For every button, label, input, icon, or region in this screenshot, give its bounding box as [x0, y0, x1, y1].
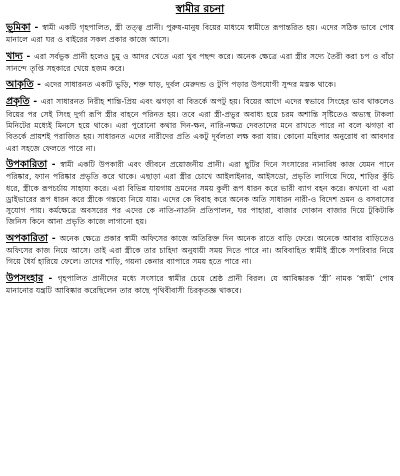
section-harms [6, 233, 394, 268]
section-heading: উপকারিতা [6, 158, 48, 170]
section-heading: ভূমিকা [6, 22, 31, 33]
heading-separator: - [47, 159, 61, 170]
section-appearance [6, 79, 394, 91]
section-heading: উপসংহার [6, 272, 44, 284]
heading-separator: - [29, 97, 41, 108]
paragraph [6, 233, 394, 268]
section-conclusion [6, 273, 394, 297]
section-heading: প্রকৃতি [6, 96, 30, 108]
section-text: স্বামী একটি উপকারী এবং জীবনে প্রয়োজনীয় প্রানী। এরা ছুটির দিনে সংসারের নানাবিধ কাজ যেমন পানে পরিষ্কার, ফ্যান পরিষ্কার প্রভৃতি করে থাকে। এছাড়া এরা স্ত্রীর চোখে আইলাইনার, আইসডো, প্রভৃতি লাগিয়ে দিয়ে, শাড়ির কুঁচি ধরে, স্ত্রীকে রূপচর্চায় সাহায্য করে। এরা বিভিন্ন যায়গায় ভ্রমনের সময় কুলী রূপ ধারন করে ভারী ব্যাগ বহন করে। কখনো বা এরা ড্রাইভারের রূপ ধারন করে স্ত্রীকে গন্তব্যে নিয়ে যায়। এদের কে বিবাহ করে অনেক অতি সাধারন নারী-ও বিদেশ ভ্রমন ও বসবাসের সুযোগ পায়। কর্মক্ষেত্রে অবসরের পর এদের কে নাতি-নাতনি প্রতিপালন, ঘর পাহারা, বাজার দোকান বাজার দিয়ে টুকিটাকি জিনিস কিনে আনা প্রভৃতি কাজে লাগানো হয়। [6, 159, 394, 227]
document-title: স্বামীর রচনা [175, 3, 225, 15]
section-food [6, 51, 394, 75]
paragraph [6, 273, 394, 297]
section-text: গৃহপালিত প্রানীদের মধ্যে সংসারে স্বামীর চেয়ে শ্রেষ্ঠ প্রানী বিরল। যে আবিষ্কারক ‘স্ত্রী’ নামক ‘স্বামী’ পোষ মানানোর যন্ত্রটি আবিষ্কার করেছিলেন তার কাছে পৃথিবীবাসী চিরকৃতজ্ঞ থাকবে। [6, 273, 394, 295]
section-nature [6, 96, 394, 153]
paragraph [6, 79, 394, 91]
section-heading: খাদ্য [6, 50, 23, 62]
heading-separator: - [33, 80, 45, 91]
heading-separator: - [22, 51, 35, 62]
section-text: এরা সর্বভুক প্রানী হলেও চুমু ও আদর খেতে এরা খুব পছন্দ করে। অনেক ক্ষেত্রে এরা স্ত্রীর সদ্যে তৈরী করা চপ ও বাঁচা সানন্দে তৃপ্তি সহকারে খেয়ে হজম করে। [6, 51, 394, 73]
section-text: স্বামী একটি গৃহপালিত, স্ত্রী তত্ত্ব প্রানী। পুরুষ-মানুষ বিয়ের মাধ্যমে স্বামীতে রূপান্তরিত হয়। এদের সঠিক ভাবে পোষ মানালে এরা ঘর ও বাইরের সকল প্রকার কাজে আসে। [6, 23, 394, 45]
section-text: এরা সাধারনত নিরীহ শান্তি-প্রিয় এবং ঝগড়া বা বিতর্কে অপটু হয়। বিয়ের আগে এদের স্বভাবে সিংহের ভাব থাকলেও বিয়ের পর সেই সিংহ দুর্গা রূপি স্ত্রীর বাহনে পরিনত হয়। তবে এরা স্ত্রী-প্রভুর অবাধ্য হয়ে চরম অশান্তি সৃষ্টিতেও অভ্যস্থ টাকলা মিনিটের মধ্যেই মিনসে হয়ে থাকে। এরা পুরোনো কথার দিন-ক্ষন, নারি-নক্ষত্র দেবতাদের মনে রাখতে পারে না বলে ঝগড়া বা বিতর্কে প্রায়শই পরাজিত হয়। সাধারনত এদের নারীদের প্রতি একটু দূর্বলতা লক্ষ করা যায়। কোনো মহিলার অনুরোধ বা আবদার এরা সহজে ফেলতে পারে না। [6, 97, 395, 153]
heading-separator: - [47, 233, 60, 244]
section-text: এদের সাধারনত একটি ভুড়ি, শক্ত ঘাড়, দুর্বল মেরুদন্ড ও টুপি পড়ার উপযোগী সুন্দর মস্তক থাকে। [44, 80, 336, 90]
paragraph [6, 96, 394, 153]
section-introduction [6, 22, 394, 46]
heading-separator: - [30, 23, 43, 33]
paragraph [6, 51, 394, 75]
section-benefits [6, 159, 394, 228]
heading-separator: - [43, 273, 58, 284]
section-heading: অপকারিতা [6, 232, 48, 244]
section-text: অনেক ক্ষেত্রে প্রকার স্বামী অফিসের কাজে অতিরিক্ত দিন অনেক রাতে বাড়ি ফেরে। অনেকে আবার বাড়িতেও অফিসের কাজ নিয়ে আসে। তাই এরা স্ত্রীকে তার চাহিদা অনুযায়ী সময় দিতে পারে না। অবিবাহিত স্বামীই স্ত্রীকে সপরিবার নিয়ে গিয়ে ধৈর্য হারিয়ে ফেলে। তাদের শাড়ি, গয়না কেনার ব্যাপারে সময় হতে পারে না। [6, 233, 394, 267]
paragraph [6, 159, 394, 228]
paragraph [6, 22, 394, 46]
section-heading: আকৃতি [6, 79, 34, 91]
